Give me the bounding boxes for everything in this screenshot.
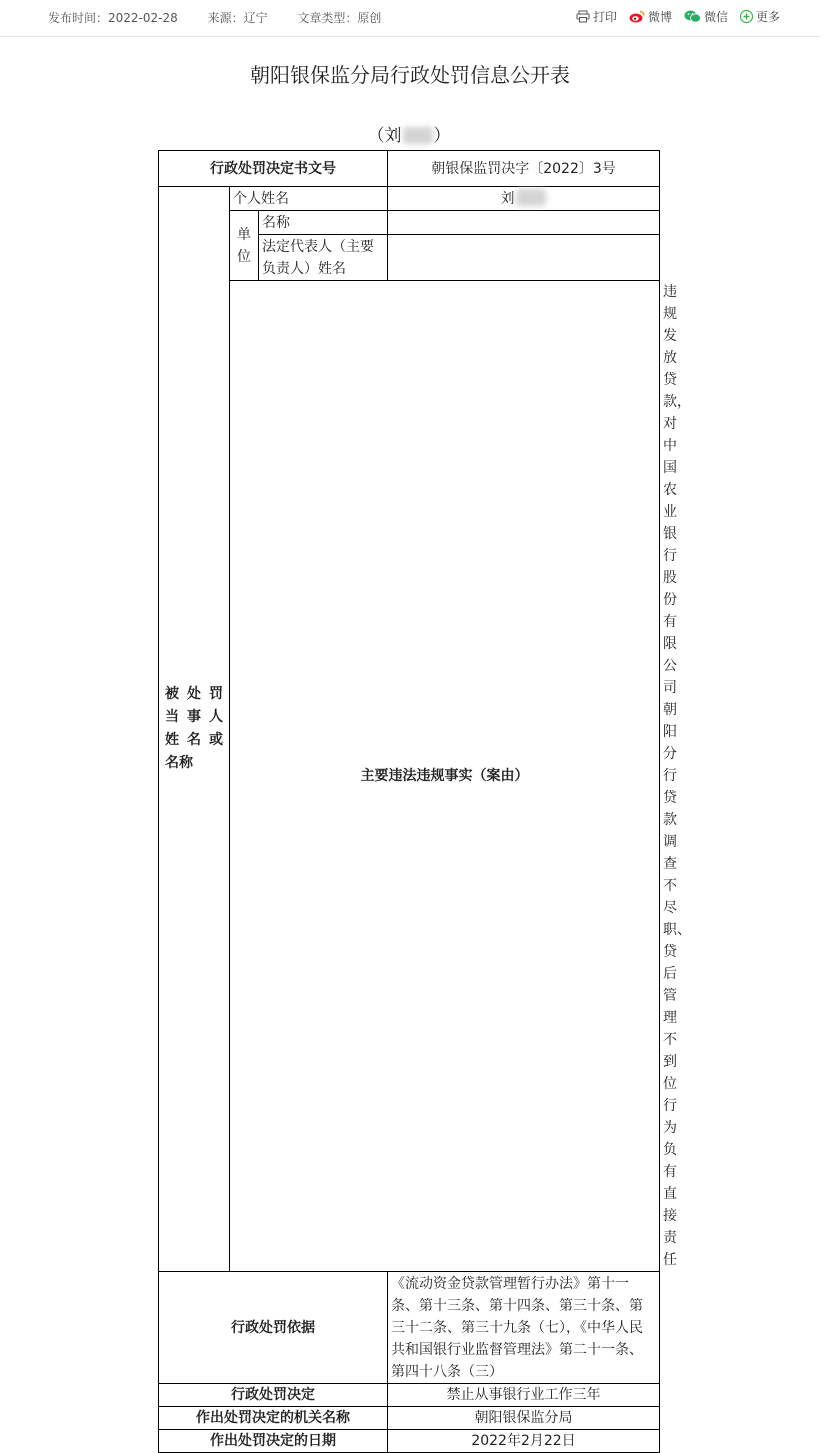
redacted-name-blur (516, 189, 546, 206)
party-label-line: 名称 (165, 755, 193, 771)
table-row (159, 1272, 660, 1384)
table-row: 主要违法违规事实（案由） 违规发放贷款，对中国农业银行股份有限公司朝阳分行贷款调查不尽职、贷后管理不到位行为负有直接责任 (159, 281, 660, 1272)
table-row (159, 211, 660, 235)
weibo-icon (629, 10, 645, 23)
basis-label: 行政处罚依据 (159, 1272, 388, 1384)
subject-line (0, 121, 818, 146)
table-row (159, 1407, 660, 1430)
print-button[interactable] (576, 8, 617, 25)
page-title: 朝阳银保监分局行政处罚信息公开表 (250, 63, 570, 87)
date-label: 作出处罚决定的日期 (159, 1430, 388, 1453)
weibo-label: 微博 (647, 10, 672, 24)
legal-rep-value (388, 235, 660, 281)
party-label-line: 被 处 罚 (165, 686, 223, 702)
table-row (159, 1384, 660, 1407)
subject-close: ） (433, 126, 451, 146)
legal-rep-label: 法定代表人（主要负责人）姓名 (259, 235, 388, 281)
header-divider (0, 36, 820, 37)
weibo-share-button[interactable] (629, 8, 672, 25)
person-name-label: 个人姓名 (230, 187, 388, 211)
more-button[interactable] (740, 8, 780, 25)
facts-label: 主要违法违规事实（案由） (230, 281, 660, 1272)
article-type: 文章类型：原创 (297, 11, 382, 25)
print-label: 打印 (592, 10, 617, 24)
date-value: 2022年2月22日 (388, 1430, 660, 1453)
table-row (159, 151, 660, 187)
unit-name-value (388, 211, 660, 235)
plus-circle-icon (740, 10, 753, 23)
decision-value: 禁止从事银行业工作三年 (388, 1384, 660, 1407)
weixin-share-button[interactable] (684, 8, 728, 25)
redacted-name-blur (403, 127, 433, 144)
doc-no-label: 行政处罚决定书文号 (159, 151, 388, 187)
party-label (159, 187, 230, 1272)
unit-label: 单位 (230, 211, 259, 281)
weixin-icon (684, 10, 701, 23)
party-label-line: 姓 名 或 (165, 732, 223, 748)
party-label-line: 当 事 人 (165, 709, 223, 725)
print-icon (576, 10, 590, 23)
publish-time: 发布时间：2022-02-28 (48, 11, 178, 25)
table-row (159, 1430, 660, 1453)
table-row (159, 187, 660, 211)
authority-value: 朝阳银保监分局 (388, 1407, 660, 1430)
source: 来源：辽宁 (207, 11, 268, 25)
basis-value: 《流动资金贷款管理暂行办法》第十一条、第十三条、第十四条、第三十条、第三十二条、第三十九条（七），《中华人民共和国银行业监督管理法》第二十一条、第四十八条（三） (388, 1272, 660, 1384)
unit-name-label: 名称 (259, 211, 388, 235)
penalty-table (158, 150, 692, 1453)
person-name-value (388, 187, 660, 211)
authority-label: 作出处罚决定的机关名称 (159, 1407, 388, 1430)
more-label: 更多 (755, 10, 780, 24)
decision-label: 行政处罚决定 (159, 1384, 388, 1407)
subject-open: （刘 (367, 126, 402, 146)
person-name-text: 刘 (500, 190, 515, 207)
doc-no-value: 朝银保监罚决字〔2022〕3号 (388, 151, 660, 187)
weixin-label: 微信 (703, 10, 728, 24)
share-bar (576, 8, 780, 25)
article-meta (48, 9, 407, 26)
